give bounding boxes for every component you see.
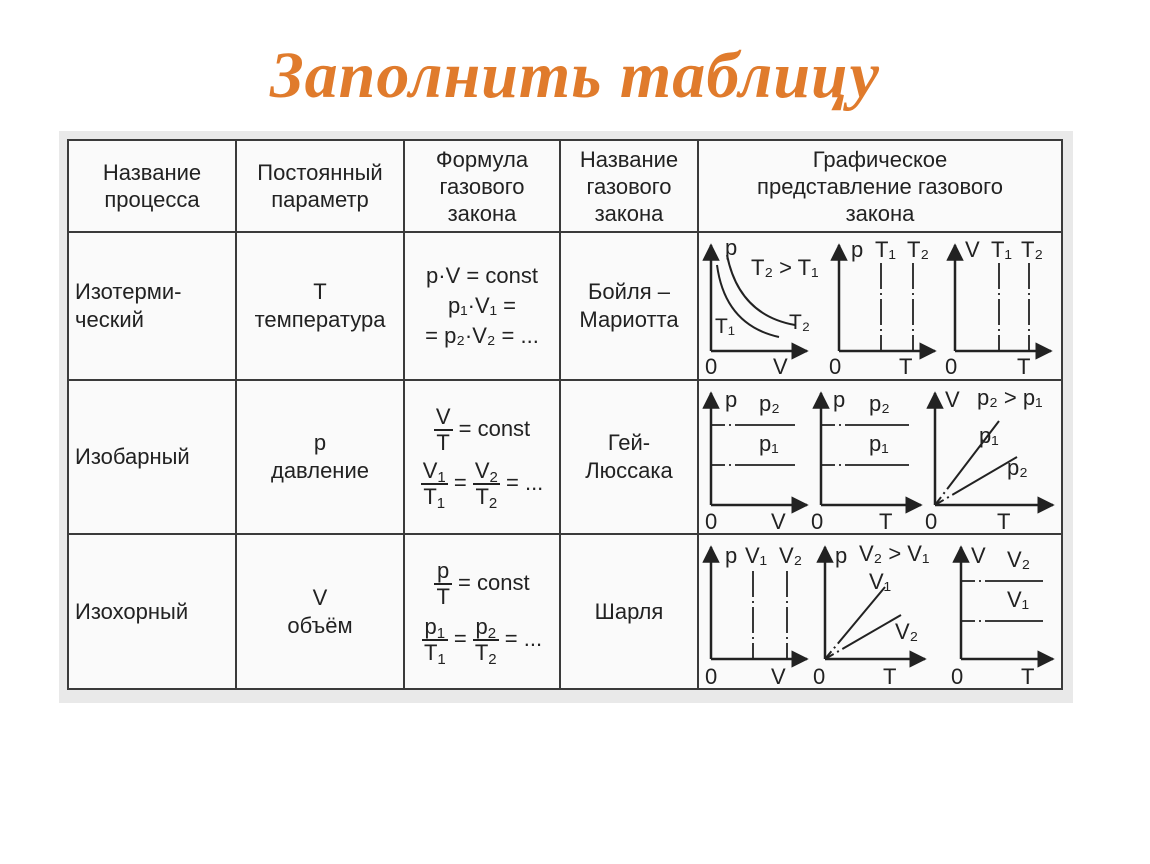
formula-line: = p₂·V₂ = ... xyxy=(425,323,539,348)
curve-label-t1: T₁ xyxy=(715,315,735,338)
line-label-v1: V₁ xyxy=(1007,587,1030,612)
header-line: закона xyxy=(594,200,664,226)
label-p2-gt-p1: p₂ > p₁ xyxy=(977,385,1043,410)
numerator: p xyxy=(434,559,451,585)
process-name-cell xyxy=(68,232,236,380)
process-line: Изотерми- xyxy=(75,279,182,304)
header-constant-param xyxy=(236,140,404,232)
header-line: Постоянный xyxy=(257,160,383,185)
origin-label: 0 xyxy=(925,509,938,533)
header-process-name xyxy=(68,140,236,232)
graph-pt-isotherms xyxy=(829,237,935,379)
table-row-isothermal xyxy=(68,232,1062,380)
ray-label-p2: p₂ xyxy=(1007,455,1028,480)
graphs-cell-isochoric xyxy=(698,534,1062,689)
table-row-isochoric xyxy=(68,534,1062,689)
formula-cell xyxy=(404,534,560,689)
line-label-p2: p₂ xyxy=(869,391,890,416)
graph-pt-isochores xyxy=(813,541,929,688)
fraction-v-over-t xyxy=(434,405,453,455)
axis-label-p: p xyxy=(725,235,738,260)
numerator: $V_2$ xyxy=(474,458,498,486)
origin-label: 0 xyxy=(705,664,718,688)
formula-ratio-line xyxy=(405,613,559,668)
origin-label: 0 xyxy=(829,354,842,379)
axis-label-p: p xyxy=(835,543,848,568)
curve-label-t2: T₂ xyxy=(789,311,810,334)
formula-line: p·V = const xyxy=(426,263,538,288)
axis-label-t: T xyxy=(879,509,893,533)
header-line: представление газового xyxy=(757,173,1003,199)
param-symbol: T xyxy=(313,279,327,304)
header-graph xyxy=(698,140,1062,232)
axis-label-v: V xyxy=(945,387,960,412)
axis-label-p: p xyxy=(851,237,864,262)
header-line: Формула xyxy=(435,146,529,172)
graph-vt-isochores xyxy=(951,543,1053,688)
param-symbol: V xyxy=(312,584,328,610)
denominator: T xyxy=(436,430,450,455)
denominator: $T_2$ xyxy=(474,639,497,668)
header-line: процесса xyxy=(104,187,200,212)
line-label-t1: T₁ xyxy=(875,237,896,262)
isothermal-graphs xyxy=(699,233,1061,379)
isochore-v2-ray xyxy=(825,615,901,659)
formula-const: = const xyxy=(458,415,531,441)
isochoric-graphs xyxy=(699,535,1061,688)
process-name-cell xyxy=(68,380,236,534)
label-t2-gt-t1: T₂ > T₁ xyxy=(751,255,819,280)
formula-cell xyxy=(404,232,560,380)
process-line: Изохорный xyxy=(75,598,189,624)
isobaric-graphs xyxy=(699,381,1061,533)
fraction-p1-over-t1 xyxy=(422,613,448,668)
constant-param-cell xyxy=(236,380,404,534)
line-label-v2: V₂ xyxy=(779,543,803,568)
header-line: Название xyxy=(102,160,202,185)
law-line: Люссака xyxy=(585,458,673,483)
isobar-p2-ray xyxy=(935,457,1017,505)
denominator: T xyxy=(436,583,450,609)
equals-ellipsis: = ... xyxy=(506,469,544,495)
gas-laws-table xyxy=(67,139,1063,690)
param-symbol: p xyxy=(313,430,327,455)
process-line: Изобарный xyxy=(75,444,190,469)
numerator: $p_1$ xyxy=(422,615,448,641)
fraction-v1-over-t1 xyxy=(421,458,448,512)
axis-label-t: T xyxy=(997,509,1011,533)
header-formula xyxy=(404,140,560,232)
header-line: закона xyxy=(447,200,517,226)
origin-label: 0 xyxy=(951,664,964,688)
formula-const-line xyxy=(405,405,559,455)
line-label-v2: V₂ xyxy=(1007,547,1031,572)
ray-label-v2: V₂ xyxy=(895,619,919,644)
table-row-isobaric xyxy=(68,380,1062,534)
axis-label-p: p xyxy=(725,387,738,412)
constant-param-cell xyxy=(236,534,404,689)
line-label-p1: p₁ xyxy=(759,431,779,456)
denominator: $T_1$ xyxy=(423,484,446,512)
origin-label: 0 xyxy=(811,509,824,533)
axis-label-t: T xyxy=(899,354,913,379)
graph-pv-isotherms xyxy=(705,235,819,379)
formula-line: p₁·V₁ = xyxy=(447,293,517,318)
process-line: ческий xyxy=(75,307,144,332)
formula-const-line xyxy=(405,559,559,609)
graph-pv-isobars xyxy=(705,387,807,533)
law-line: Мариотта xyxy=(579,307,679,332)
axis-label-v: V xyxy=(771,664,786,688)
line-label-t1: T₁ xyxy=(991,237,1012,262)
law-name-cell xyxy=(560,534,698,689)
axis-label-t: T xyxy=(1021,664,1035,688)
line-label-t2: T₂ xyxy=(1021,237,1043,262)
header-line: закона xyxy=(845,200,915,226)
line-label-v1: V₁ xyxy=(745,543,768,568)
formula-cell xyxy=(404,380,560,534)
law-name-cell xyxy=(560,380,698,534)
ray-label-v1: V₁ xyxy=(869,569,892,594)
numerator: $V_1$ xyxy=(422,458,446,486)
fraction-v2-over-t2 xyxy=(473,458,500,512)
ray-label-p1: p₁ xyxy=(979,423,999,448)
param-name: температура xyxy=(254,307,386,332)
label-v2-gt-v1: V₂ > V₁ xyxy=(859,541,930,566)
axis-label-v: V xyxy=(773,354,788,379)
law-line: Бойля – xyxy=(587,279,671,304)
graph-pt-isobars xyxy=(811,387,921,533)
graph-pv-isochores xyxy=(705,543,807,688)
header-line: газового xyxy=(586,173,672,199)
axis-label-p: p xyxy=(725,543,738,568)
graph-vt-isobars xyxy=(925,385,1053,533)
origin-label: 0 xyxy=(813,664,826,688)
isochore-v1-ray xyxy=(825,587,885,659)
header-line: параметр xyxy=(271,187,369,212)
page-title: Заполнить таблицу xyxy=(270,39,880,112)
axis-label-t: T xyxy=(883,664,897,688)
header-law-name xyxy=(560,140,698,232)
line-label-p1: p₁ xyxy=(869,431,889,456)
law-name-cell xyxy=(560,232,698,380)
equals-ellipsis: = ... xyxy=(504,625,543,651)
line-label-p2: p₂ xyxy=(759,391,780,416)
denominator: $T_2$ xyxy=(475,484,498,512)
constant-param-cell xyxy=(236,232,404,380)
graph-vt-isotherms xyxy=(945,237,1051,379)
origin-label: 0 xyxy=(945,354,958,379)
axis-label-v: V xyxy=(971,543,986,568)
origin-label: 0 xyxy=(705,509,718,533)
fraction-p-over-t xyxy=(434,559,451,609)
param-name: объём xyxy=(287,612,353,638)
axis-label-t: T xyxy=(1017,354,1031,379)
header-line: Название xyxy=(579,146,679,172)
denominator: $T_1$ xyxy=(423,639,446,668)
equals-sign: = xyxy=(453,469,467,495)
formula-const: = const xyxy=(458,569,530,595)
process-name-cell xyxy=(68,534,236,689)
axis-label-p: p xyxy=(833,387,846,412)
axis-label-v: V xyxy=(965,237,980,262)
graphs-cell-isothermal xyxy=(698,232,1062,380)
fraction-p2-over-t2 xyxy=(473,613,499,668)
numerator: $p_2$ xyxy=(473,615,499,641)
law-line: Гей- xyxy=(607,430,651,455)
law-table-frame xyxy=(59,131,1073,703)
formula-ratio-line xyxy=(405,458,559,512)
axis-label-v: V xyxy=(771,509,786,533)
numerator: V xyxy=(435,404,451,429)
origin-label: 0 xyxy=(705,354,718,379)
header-row xyxy=(68,140,1062,232)
law-line: Шарля xyxy=(594,598,664,624)
graphs-cell-isobaric xyxy=(698,380,1062,534)
equals-sign: = xyxy=(453,625,467,651)
header-line: газового xyxy=(439,173,525,199)
line-label-t2: T₂ xyxy=(907,237,929,262)
param-name: давление xyxy=(270,458,369,483)
header-line: Графическое xyxy=(812,146,948,172)
